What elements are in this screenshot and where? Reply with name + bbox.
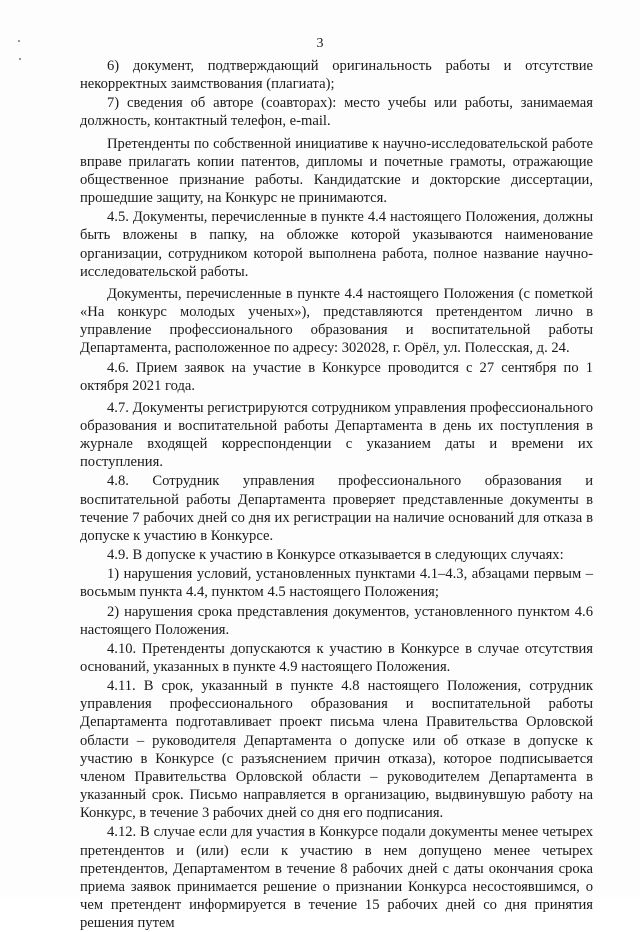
paragraph-4-9-case-1: 1) нарушения условий, установленных пунктами 4.1–4.3, абзацами первым – восьмым пункта 4.4, пунктом 4.5 настоящего Положения; — [80, 566, 593, 601]
paragraph-4-9-case-2: 2) нарушения срока представления документов, установленного пунктом 4.6 настоящего Положения. — [80, 603, 593, 638]
paragraph-4-7: 4.7. Документы регистрируются сотрудником управления профессионального образования и воспитательной работы Департамента в день их поступления в журнале входящей корреспонденции с указанием даты и времени их поступления. — [80, 399, 593, 471]
scan-speck — [19, 58, 21, 60]
document-body — [80, 57, 593, 932]
paragraph-4-11: 4.11. В срок, указанный в пункте 4.8 настоящего Положения, сотрудник управления профессионального образования и воспитательной работы Департамента подготавливает проект письма члена Правительства Орловской области – руководителя Департамента о допуске или об отказе в допуске к участию в Конкурсе (с разъяснением причин отказа), которое подписывается членом Правительства Орловской области – руководителем Департамента в указанный срок. Письмо направляется в организацию, выдвинувшую работу на Конкурс, в течение 3 рабочих дней со дня его подписания. — [80, 678, 593, 822]
paragraph-4-9: 4.9. В допуске к участию в Конкурсе отказывается в следующих случаях: — [107, 547, 564, 564]
paragraph-4-8: 4.8. Сотрудник управления профессионального образования и воспитательной работы Департамента проверяет представленные документы в течение 7 рабочих дней со дня их регистрации на наличие оснований для отказа в допуске к участию в Конкурсе. — [80, 473, 593, 544]
paragraph-item-6: 6) документ, подтверждающий оригинальность работы и отсутствие некорректных заимствования (плагиата); — [80, 58, 593, 93]
paragraph-4-5-submission: Документы, перечисленные в пункте 4.4 настоящего Положения (с пометкой «На конкурс молодых ученых»), представляются претендентом лично в управление профессионального образования и воспитательной работы Департамента, расположенное по адресу: 302028, г. Орёл, ул. Полесская, д. 24. — [80, 285, 593, 357]
paragraph-4-10: 4.10. Претенденты допускаются к участию в Конкурсе в случае отсутствия оснований, указанных в пункте 4.9 настоящего Положения. — [80, 640, 593, 675]
paragraph-item-7: 7) сведения об авторе (соавторах): место учебы или работы, занимаемая должность, контактный телефон, e-mail. — [80, 95, 593, 130]
paragraph-4-12: 4.12. В случае если для участия в Конкурсе подали документы менее четырех претендентов и (или) если к участию в нем допущено менее четырех претендентов, Департаментом в течение 8 рабочих дней с даты окончания срока приема заявок принимается решение о признании Конкурса несостоявшимся, о чем претендент информируется в течение 15 рабочих дней со дня принятия решения путем — [80, 824, 593, 932]
paragraph-initiative: Претенденты по собственной инициативе к научно-исследовательской работе вправе прилагать копии патентов, дипломы и почетные грамоты, отражающие общественное признание работы. Кандидатские и докторские диссертации, прошедшие защиту, на Конкурс не принимаются. — [80, 135, 593, 207]
paragraph-4-5: 4.5. Документы, перечисленные в пункте 4.4 настоящего Положения, должны быть вложены в папку, на обложке которой указываются наименование организации, сотрудником которой выполнена работа, полное название научно-исследовательской работы. — [80, 209, 593, 280]
page-number: 3 — [316, 36, 324, 51]
paragraph-4-6: 4.6. Прием заявок на участие в Конкурсе проводится с 27 сентября по 1 октября 2021 года. — [80, 359, 593, 394]
